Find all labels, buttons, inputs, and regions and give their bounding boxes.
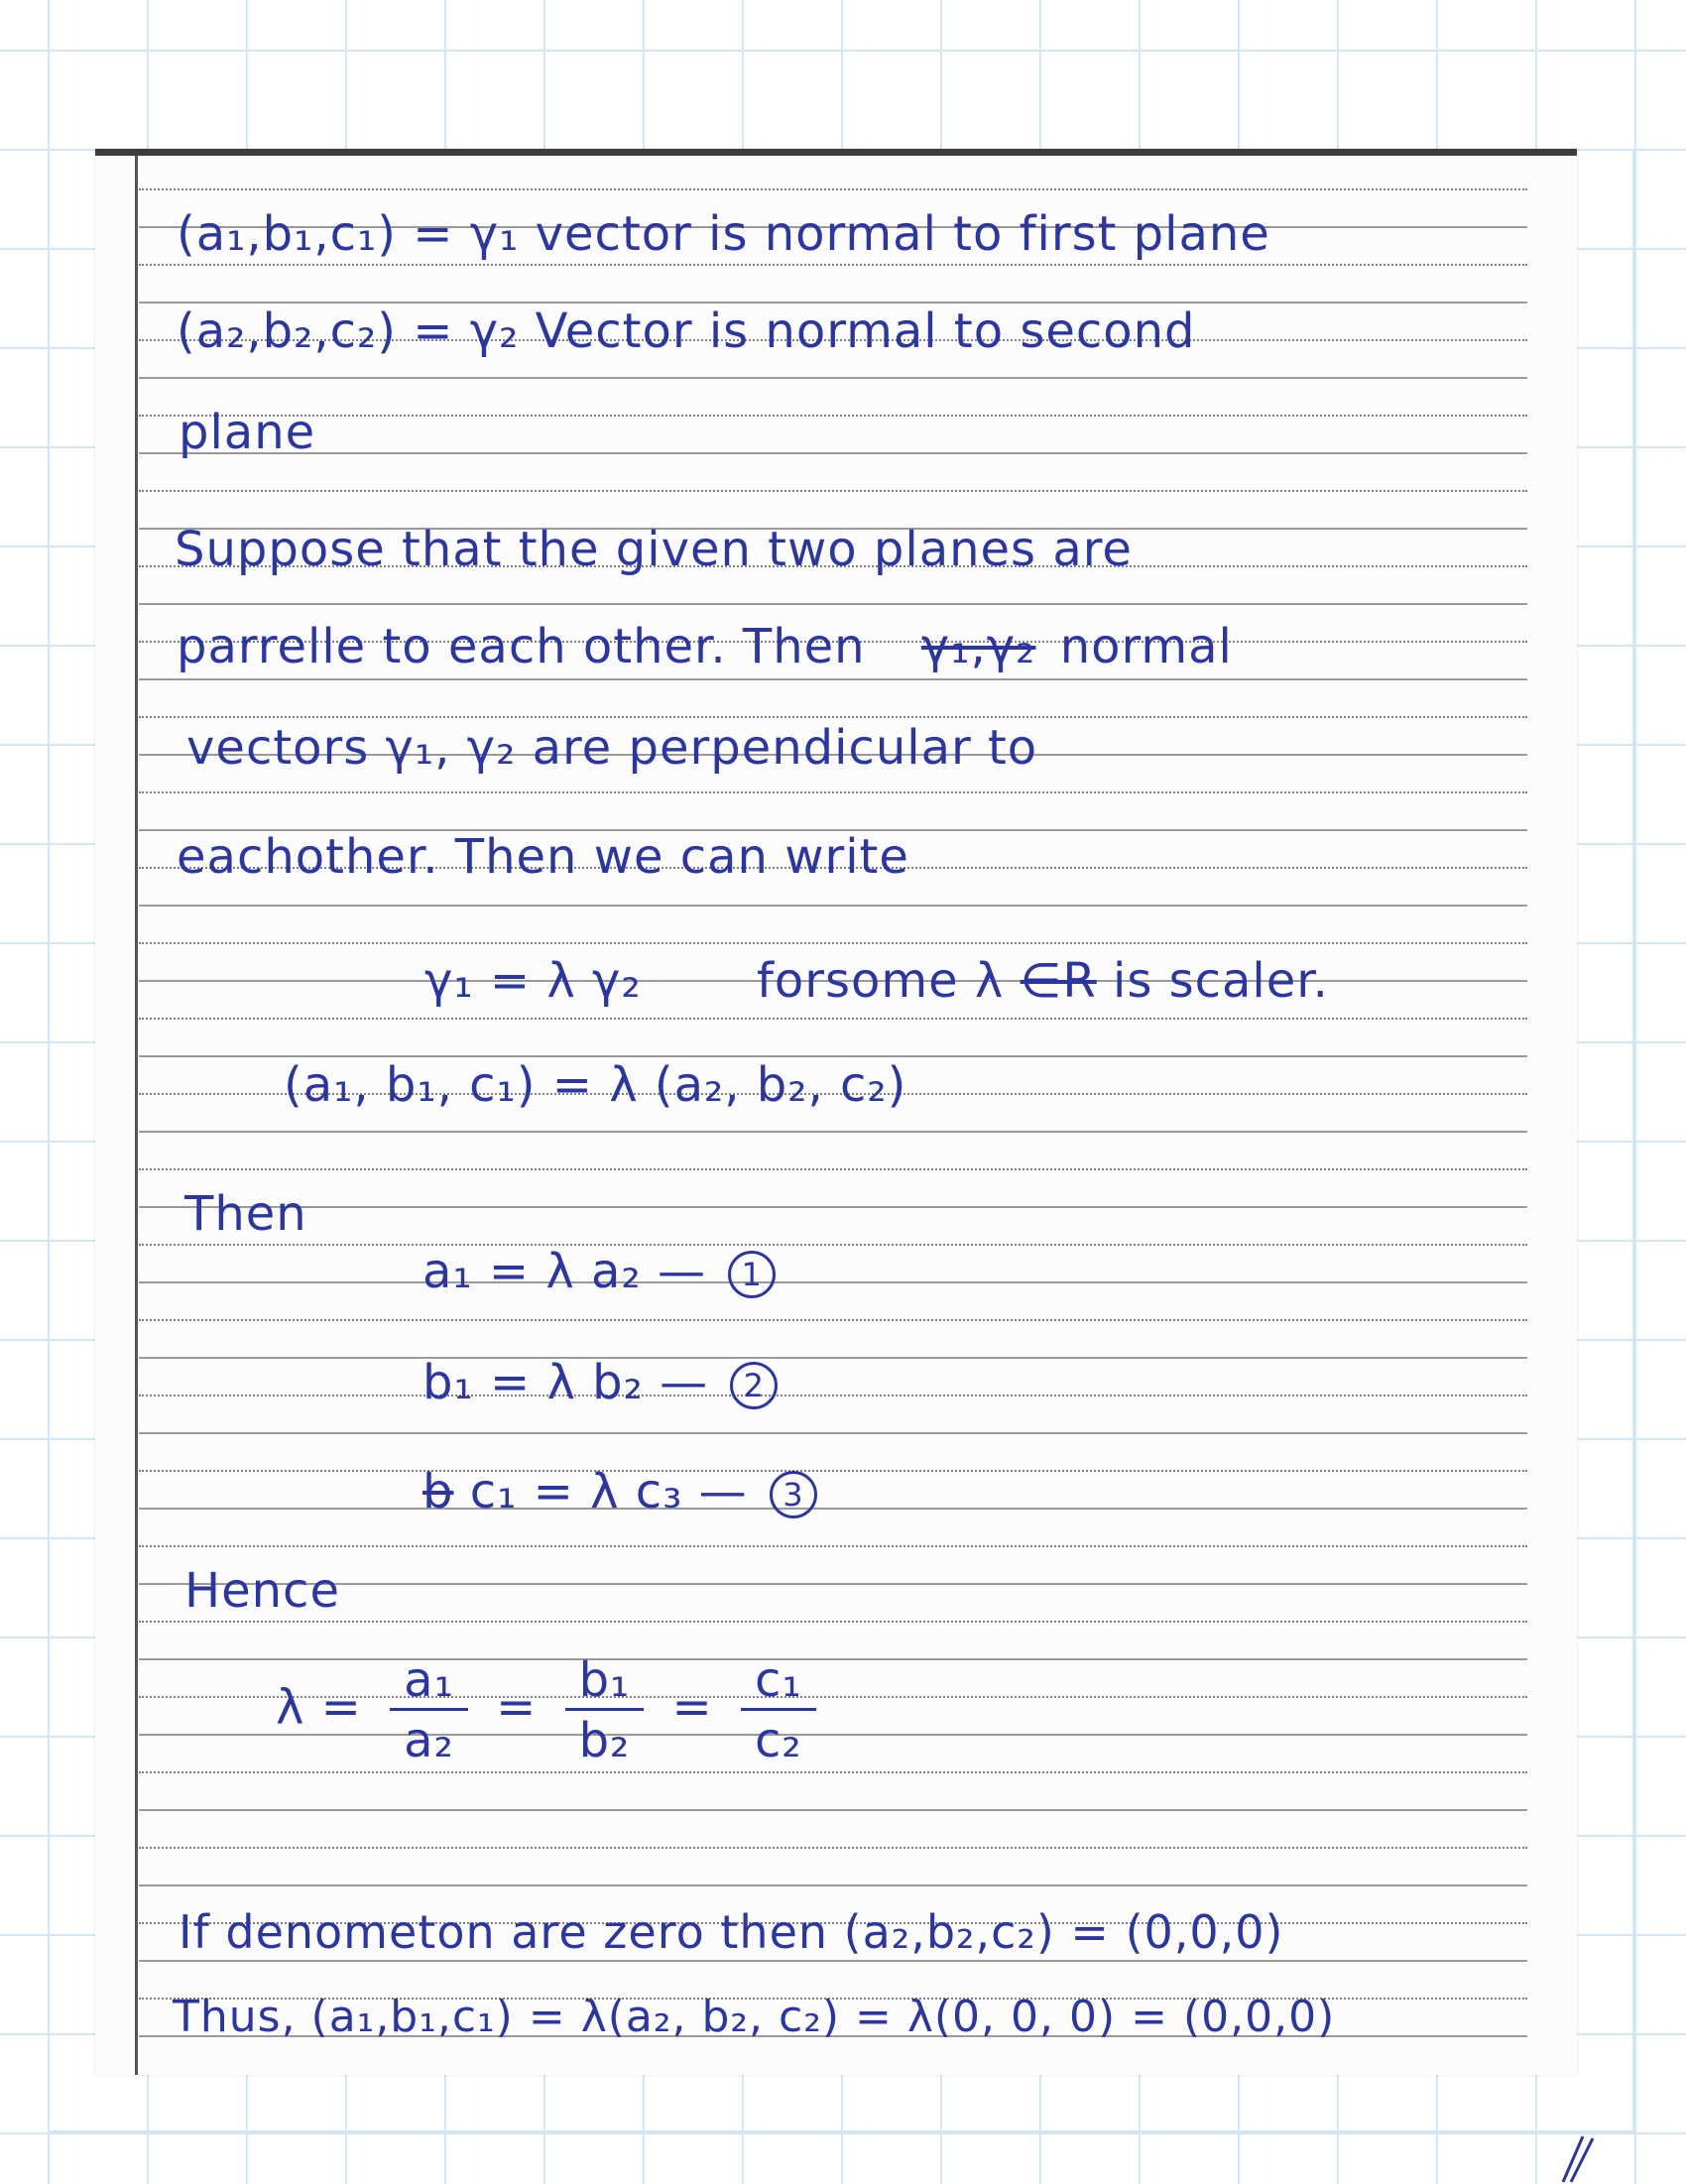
fraction-c-denominator: c₂ [755,1713,802,1768]
rule-line [139,791,1527,794]
line-2: (a₂,b₂,c₂) = γ₂ Vector is normal to second [177,303,1196,359]
equation-1 [422,1244,776,1299]
struck-word: γ₁,γ₂ [920,619,1036,674]
rule-line [139,1884,1527,1887]
line-4: Suppose that the given two planes are [175,522,1133,577]
rule-line [139,1508,1527,1511]
equation-3-text: c₁ = λ c₃ — [469,1464,748,1519]
rule-line [139,415,1527,418]
rule-line [139,1960,1527,1963]
fraction-c [741,1652,816,1768]
rule-line [139,1395,1527,1397]
thus-line: Thus, (a₁,b₁,c₁) = λ(a₂, b₂, c₂) = λ(0, 0, 0) = (0,0,0) [173,1992,1336,2042]
rule-line [139,490,1527,493]
equation-3-struck: b [422,1464,454,1519]
fraction-c-numerator: c₁ [741,1656,816,1711]
rule-line [139,452,1527,455]
rule-line [139,1018,1527,1021]
if-line: If denometon are zero then (a₂,b₂,c₂) = (0,0,0) [179,1905,1284,1959]
rule-line [139,1244,1527,1247]
rule-line [139,1470,1527,1473]
equation-main-text: γ₁ = λ γ₂ [424,953,642,1009]
notebook-page [95,149,1577,2075]
equation-3-number: 3 [770,1471,817,1518]
rule-line [139,716,1527,719]
fraction-a [390,1652,468,1768]
fraction-a-numerator: a₁ [390,1656,468,1711]
line-5-end: normal [1059,619,1233,674]
equals-sign-1: = [496,1679,538,1736]
equation-main-note: forsome λ [756,953,1005,1009]
rule-line [139,1357,1527,1360]
equals-sign-2: = [671,1679,713,1736]
rule-line [139,1621,1527,1624]
end-of-proof-mark [1553,2132,1599,2184]
rule-line [139,942,1527,945]
line-7: eachother. Then we can write [177,829,909,885]
fraction-b [565,1652,645,1768]
rule-line [139,1281,1527,1284]
line-3: plane [179,405,316,460]
equation-2-text: b₁ = λ b₂ — [422,1355,709,1410]
equation-1-text: a₁ = λ a₂ — [422,1244,706,1299]
rule-line [139,1319,1527,1322]
lambda-prefix: λ = [276,1679,362,1736]
equation-2-number: 2 [730,1362,778,1409]
rule-line [139,1206,1527,1209]
fraction-b-numerator: b₁ [565,1656,645,1711]
rule-line [139,1545,1527,1548]
equation-3 [422,1464,817,1519]
line-5 [177,619,1233,674]
rule-line [139,1168,1527,1171]
then-label: Then [184,1186,307,1242]
rule-line [139,603,1527,606]
line-6: vectors γ₁, γ₂ are perpendicular to [186,720,1038,776]
equation-main [424,953,1329,1009]
hence-label: Hence [184,1563,340,1619]
rule-line [139,905,1527,908]
rule-line [139,264,1527,267]
rule-line [139,377,1527,380]
struck-set: ∈R [1020,953,1097,1009]
rule-line [139,1131,1527,1134]
fraction-a-denominator: a₂ [404,1713,454,1768]
rule-line [139,188,1527,191]
page-margin-line [135,156,138,2075]
equation-1-number: 1 [728,1251,776,1298]
rule-line [139,1583,1527,1586]
rule-line [139,1847,1527,1850]
lambda-ratios [276,1652,828,1768]
equation-main-note-end: is scaler. [1113,953,1329,1009]
line-5-text: parrelle to each other. Then [177,619,866,674]
line-1: (a₁,b₁,c₁) = γ₁ vector is normal to first plane [177,206,1270,262]
rule-line [139,1809,1527,1812]
equation-2 [422,1355,778,1410]
rule-line [139,678,1527,681]
rule-line [139,1432,1527,1435]
fraction-b-denominator: b₂ [578,1713,631,1768]
equation-tuple: (a₁, b₁, c₁) = λ (a₂, b₂, c₂) [284,1057,907,1113]
rule-line [139,1771,1527,1774]
